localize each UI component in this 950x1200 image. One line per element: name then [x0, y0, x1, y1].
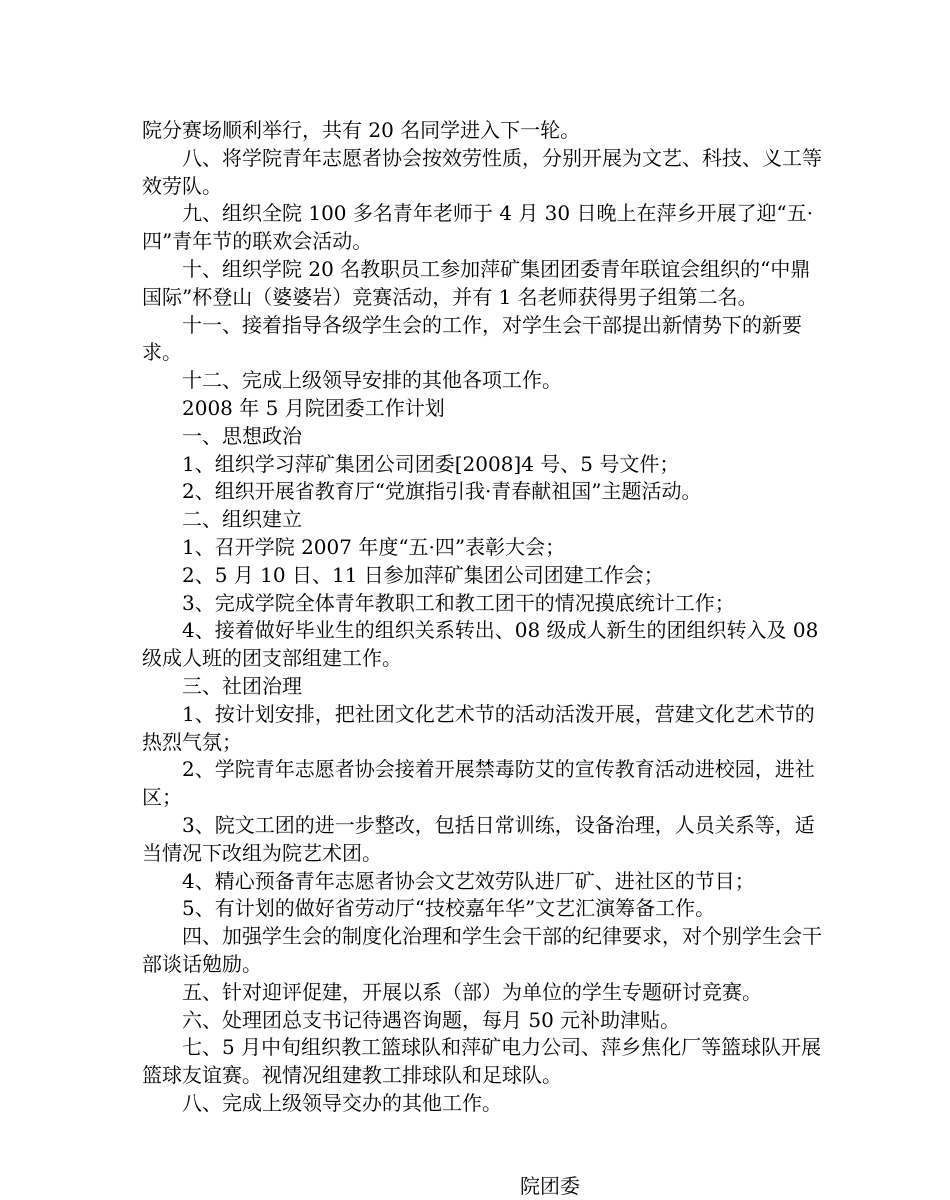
plan-title: 2008 年 5 月院团委工作计划: [182, 395, 445, 420]
paragraph-line: 十、组织学院 20 名教职员工参加萍矿集团团委青年联谊会组织的“中鼎国际”杯登山（婆婆岩）竞赛活动，并有 1 名老师获得男子组第二名。: [142, 256, 811, 309]
paragraph-line: 八、将学院青年志愿者协会按效劳性质，分别开展为文艺、科技、义工等效劳队。: [142, 145, 822, 198]
section-heading: 六、处理团总支书记待遇咨询题，每月 50 元补助津贴。: [182, 1007, 681, 1032]
paragraph-line: 4、精心预备青年志愿者协会文艺效劳队进厂矿、进社区的节目；: [182, 868, 755, 893]
paragraph-line: 3、院文工团的进一步整改，包括日常训练，设备治理，人员关系等，适当情况下改组为院艺术团。: [142, 812, 815, 865]
section-heading: 一、思想政治: [182, 423, 302, 448]
paragraph-line: 4、接着做好毕业生的组织关系转出、08 级成人新生的团组织转入及 08 级成人班的团支部组建工作。: [142, 618, 819, 671]
paragraph-line: 十二、完成上级领导安排的其他各项工作。: [182, 368, 562, 393]
paragraph-line: 2、学院青年志愿者协会接着开展禁毒防艾的宣传教育活动进校园，进社区；: [142, 757, 815, 810]
section-heading: 八、完成上级领导交办的其他工作。: [182, 1090, 502, 1115]
paragraph-line: 1、组织学习萍矿集团公司团委[2008]4 号、5 号文件；: [182, 451, 680, 476]
section-heading: 四、加强学生会的制度化治理和学生会干部的纪律要求，对个别学生会干部谈话勉励。: [142, 924, 822, 976]
section-heading: 五、针对迎评促建，开展以系（部）为单位的学生专题研讨竞赛。: [182, 979, 762, 1004]
paragraph-line: 院分赛场顺利举行，共有 20 名同学进入下一轮。: [142, 118, 581, 142]
paragraph-line: 5、有计划的做好省劳动厅“技校嘉年华”文艺汇演筹备工作。: [182, 896, 716, 921]
paragraph-line: 3、完成学院全体青年教职工和教工团干的情况摸底统计工作；: [182, 590, 735, 615]
paragraph-line: 2、组织开展省教育厅“党旗指引我·青春献祖国”主题活动。: [182, 479, 702, 504]
paragraph-line: 2、5 月 10 日、11 日参加萍矿集团公司团建工作会；: [182, 562, 664, 587]
section-heading: 七、5 月中旬组织教工篮球队和萍矿电力公司、萍乡焦化厂等篮球队开展篮球友谊赛。视情况组建教工排球队和足球队。: [142, 1035, 822, 1088]
paragraph-line: 1、按计划安排，把社团文化艺术节的活动活泼开展，营建文化艺术节的热烈气氛；: [142, 701, 815, 754]
paragraph-line: 十一、接着指导各级学生会的工作，对学生会干部提出新情势下的新要求。: [142, 312, 802, 365]
document-body: [142, 117, 822, 1200]
section-heading: 三、社团治理: [182, 673, 302, 698]
signature: 院团委: [520, 1173, 580, 1198]
paragraph-line: 九、组织全院 100 多名青年老师于 4 月 30 日晚上在萍乡开展了迎“五·四”青年节的联欢会活动。: [142, 201, 814, 254]
paragraph-line: 1、召开学院 2007 年度“五·四”表彰大会；: [182, 534, 566, 559]
section-heading: 二、组织建立: [182, 507, 302, 532]
